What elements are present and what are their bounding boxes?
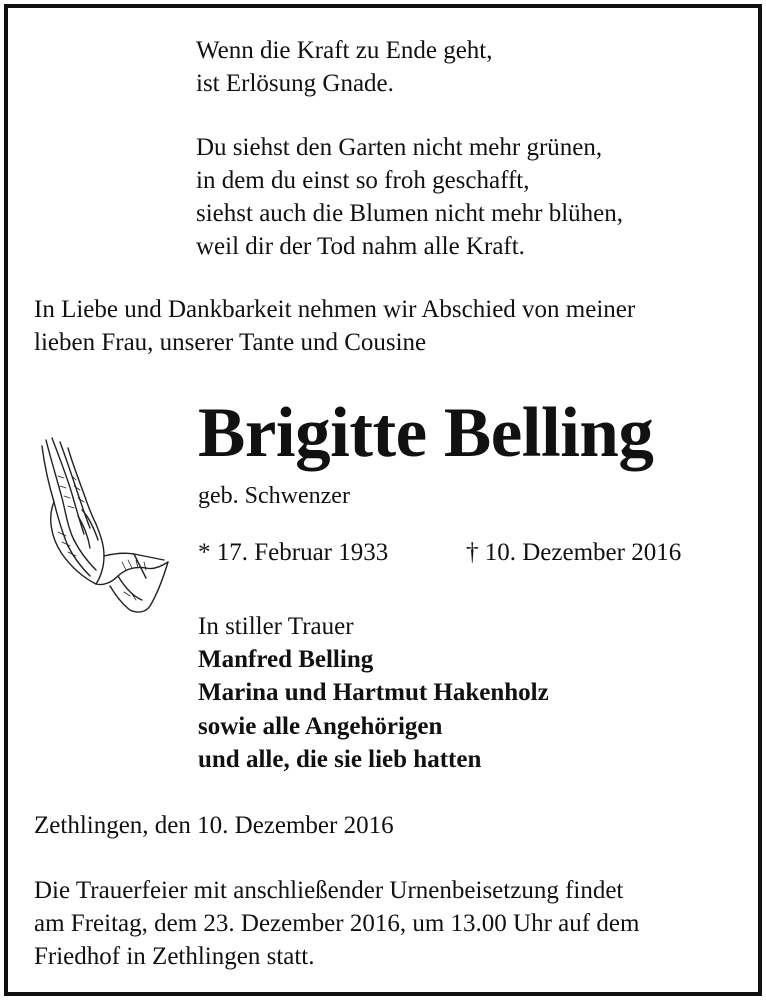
intro-line: lieben Frau, unserer Tante und Cousine	[34, 329, 427, 356]
place-date: Zethlingen, den 10. Dezember 2016	[34, 812, 394, 839]
poem-line: weil dir der Tod nahm alle Kraft.	[196, 233, 525, 260]
mourner-name: und alle, die sie lieb hatten	[198, 746, 482, 773]
mourner-name: Marina und Hartmut Hakenholz	[198, 679, 549, 706]
ceremony-line: am Freitag, dem 23. Dezember 2016, um 13.00 Uhr auf dem	[34, 910, 640, 937]
intro-line: In Liebe und Dankbarkeit nehmen wir Abschied von meiner	[34, 296, 636, 323]
obituary-notice	[4, 4, 762, 996]
poem-line: ist Erlösung Gnade.	[196, 70, 394, 97]
mourner-name: Manfred Belling	[198, 646, 374, 673]
poem-line: siehst auch die Blumen nicht mehr blühen,	[196, 200, 623, 227]
deceased-name: Brigitte Belling	[198, 394, 654, 472]
maiden-name: geb. Schwenzer	[198, 483, 350, 509]
mourner-name: sowie alle Angehörigen	[198, 713, 443, 740]
poem-line: Du siehst den Garten nicht mehr grünen,	[196, 134, 603, 161]
ceremony-line: Friedhof in Zethlingen statt.	[34, 943, 315, 970]
death-date: † 10. Dezember 2016	[466, 539, 682, 566]
birth-date: * 17. Februar 1933	[198, 539, 389, 566]
poem-line: Wenn die Kraft zu Ende geht,	[196, 37, 493, 64]
mourners-heading: In stiller Trauer	[198, 613, 354, 640]
praying-hands-icon	[38, 436, 178, 626]
ceremony-line: Die Trauerfeier mit anschließender Urnenbeisetzung findet	[34, 877, 624, 904]
poem-line: in dem du einst so froh geschafft,	[196, 167, 530, 194]
